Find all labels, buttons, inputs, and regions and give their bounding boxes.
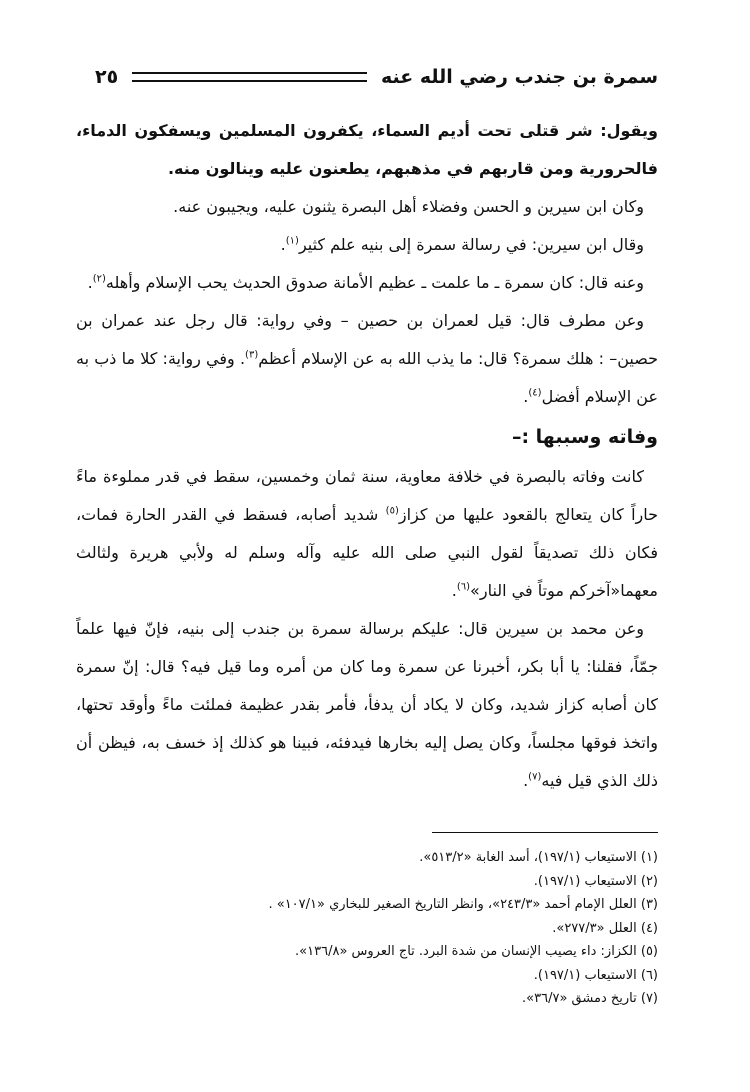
footnote: (٢) الاستيعاب (١٩٧/١).: [533, 873, 658, 889]
footnote-separator: [432, 832, 658, 833]
paragraph-text: وعنه قال: كان سمرة ـ ما علمت ـ عظيم الأمانة صدوق الحديث يحب الإسلام وأهله: [105, 273, 644, 292]
paragraph: [76, 264, 658, 302]
footnote-ref[interactable]: (١): [285, 235, 299, 247]
footnote-ref[interactable]: (٤): [528, 387, 542, 399]
paragraph-text: . وفي رواية: كلا ما ذب به عن الإسلام أفضل: [76, 349, 658, 406]
paragraph-text: وقال ابن سيرين: في رسالة سمرة إلى بنيه علم كثير: [298, 235, 644, 254]
page-number: ٢٥: [95, 66, 119, 88]
paragraph-quote: [76, 112, 658, 188]
footnote-ref[interactable]: (٢): [92, 273, 106, 285]
paragraph-text: وكان ابن سيرين و الحسن وفضلاء أهل البصرة يثنون عليه، ويجيبون عنه.: [173, 197, 644, 216]
running-header: [95, 60, 658, 94]
paragraph-text: شديد أصابه، فسقط في القدر الحارة فمات، فكان ذلك تصديقاً لقول النبي صلى الله عليه وآله وسلم له ولأبي هريرة ولثالث معهما«آخركم موتاً في النار»: [76, 505, 658, 600]
footnote-ref[interactable]: (٥): [385, 505, 399, 517]
paragraph: [76, 302, 658, 416]
footnote: (٣) العلل الإمام أحمد «٢٤٣/٣»، وانظر التاريخ الصغير للبخاري «١٠٧/١» .: [268, 897, 658, 912]
footnote-ref[interactable]: (٦): [456, 581, 471, 593]
paragraph: [76, 226, 658, 264]
paragraph-text: وعن محمد بن سيرين قال: عليكم برسالة سمرة بن جندب إلى بنيه، فإنّ فيها علماً جمّاً، فقلنا: يا أبا بكر، أخبرنا عن سمرة وما كان من أمره وما قيل فيه؟ قال: إنّ سمرة كان أصابه كزاز شديد، وكان لا يكاد أن يدفأ، فأمر بقدر عظيمة فملئت ماءً وأوقد تحتها، واتخذ فوقها مجلساً، وكان يصل إليه بخارها فيدفئه، فبينا هو كذلك إذ خسف به، فيظن أن ذلك الذي قيل فيه: [76, 619, 658, 790]
paragraph-text: ويقول: شر قتلى تحت أديم السماء، يكفرون المسلمين ويسفكون الدماء، فالحرورية ومن قاربهم في مذهبهم، يطعنون عليه وينالون منه.: [76, 121, 658, 178]
paragraph: [76, 610, 658, 800]
footnote-ref[interactable]: (٧): [528, 771, 542, 783]
paragraph: [76, 458, 658, 610]
paragraph-text: .: [523, 387, 529, 406]
paragraph: [76, 188, 658, 226]
footnote: (٦) الاستيعاب (١٩٧/١).: [533, 967, 658, 983]
footnote: (٧) تاريخ دمشق «٣٦/٧».: [522, 991, 658, 1006]
footnote-ref[interactable]: (٣): [245, 349, 259, 361]
paragraph-text: وعن مطرف قال: قيل لعمران بن حصين – وفي رواية: قال رجل عند عمران بن حصين– : هلك سمرة؟ قال: ما يذب الله به عن الإسلام أعظم: [76, 311, 658, 368]
footnote: (٤) العلل «٢٧٧/٣».: [552, 920, 658, 936]
section-heading: وفاته وسببها :–: [511, 426, 658, 448]
paragraph-text: .: [451, 581, 457, 600]
footnote: (١) الاستيعاب (١٩٧/١)، أسد الغابة «٥١٣/٢».: [419, 850, 658, 865]
running-header-title: سمرة بن جندب رضي الله عنه: [381, 66, 658, 88]
footnotes: [76, 846, 658, 1011]
header-double-rule: [132, 72, 367, 82]
paragraph-text: .: [280, 235, 286, 254]
paragraph-text: .: [87, 273, 93, 292]
main-text: [76, 112, 658, 800]
footnote: (٥) الكزاز: داء يصيب الإنسان من شدة البرد. تاج العروس «١٣٦/٨».: [295, 944, 658, 959]
paragraph-text: كانت وفاته بالبصرة في خلافة معاوية، سنة ثمان وخمسين، سقط في قدر مملوءة ماءً حاراً كان يتعالج بالقعود عليها من كزاز: [76, 467, 659, 524]
paragraph-text: .: [523, 771, 529, 790]
